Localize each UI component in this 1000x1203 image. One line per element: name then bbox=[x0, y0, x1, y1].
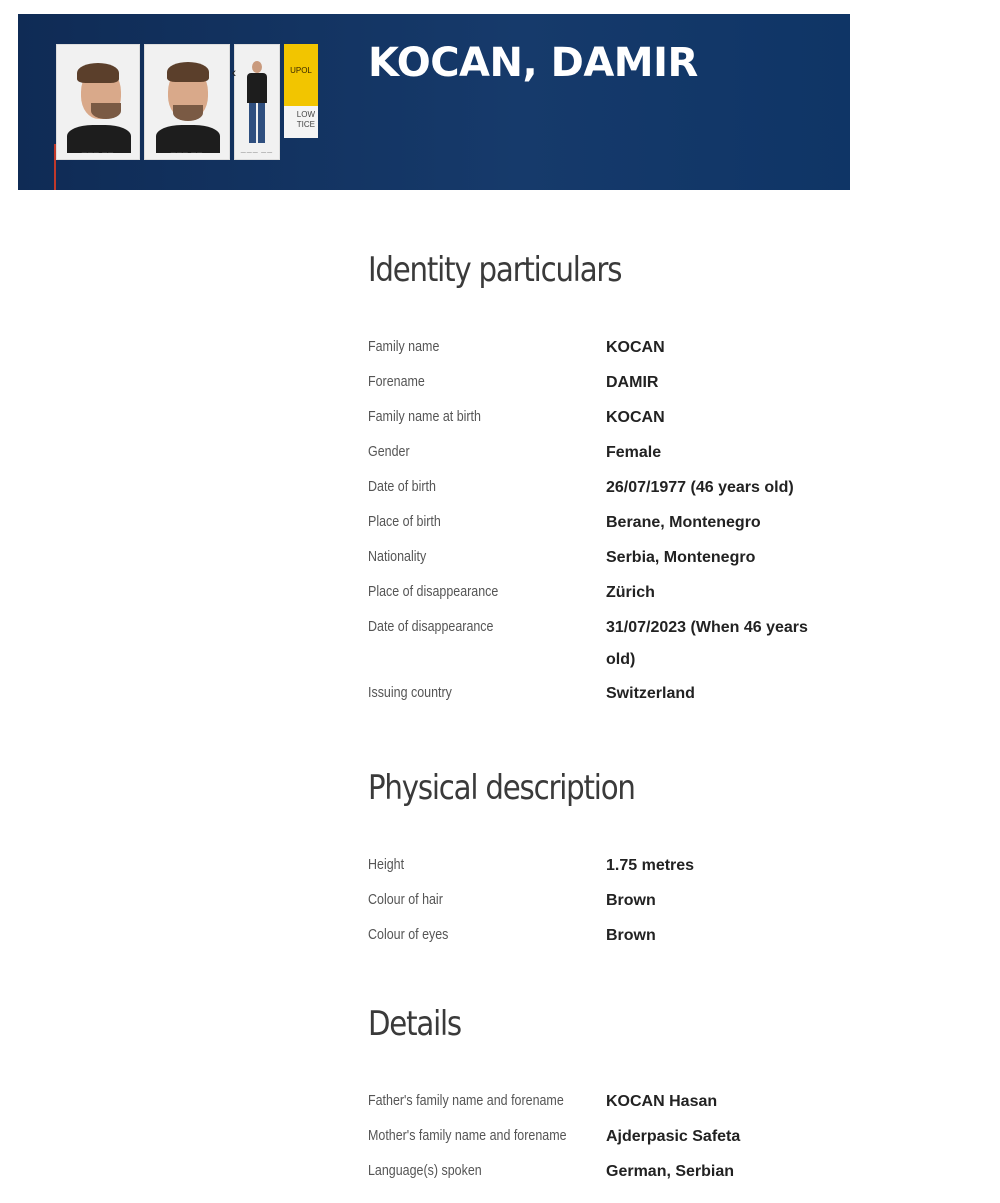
details-heading: Details bbox=[368, 1004, 461, 1044]
identity-row bbox=[368, 610, 836, 676]
identity-row bbox=[368, 470, 836, 505]
subject-leg bbox=[258, 103, 265, 143]
physical-row bbox=[368, 918, 836, 953]
identity-row bbox=[368, 540, 836, 575]
subject-hair bbox=[167, 62, 209, 82]
details-rows bbox=[368, 1084, 836, 1189]
field-label: Height bbox=[368, 857, 405, 873]
field-label: Date of disappearance bbox=[368, 619, 494, 635]
notice-text-bottom: LOW TICE bbox=[296, 110, 315, 129]
field-value: KOCAN bbox=[606, 339, 665, 356]
notice-label bbox=[284, 106, 318, 138]
field-label: Family name bbox=[368, 339, 440, 355]
field-value: Switzerland bbox=[606, 685, 695, 702]
notice-text-top: UPOL bbox=[290, 66, 312, 75]
photo-caption: ——— —— bbox=[170, 150, 204, 156]
photo-full-body[interactable] bbox=[234, 44, 280, 160]
photo-gallery[interactable] bbox=[56, 44, 318, 160]
field-label: Issuing country bbox=[368, 685, 452, 701]
field-label: Nationality bbox=[368, 549, 427, 565]
physical-row bbox=[368, 848, 836, 883]
field-value: Brown bbox=[606, 927, 656, 944]
field-value: Ajderpasic Safeta bbox=[606, 1128, 741, 1145]
field-value: KOCAN Hasan bbox=[606, 1093, 718, 1110]
identity-heading: Identity particulars bbox=[368, 250, 622, 290]
field-value: 26/07/1977 (46 years old) bbox=[606, 479, 794, 496]
photo-caption: ——— —— bbox=[240, 150, 274, 156]
field-label: Father's family name and forename bbox=[368, 1093, 564, 1109]
field-value: DAMIR bbox=[606, 374, 659, 391]
subject-torso bbox=[247, 73, 267, 103]
physical-rows bbox=[368, 848, 836, 953]
field-value: KOCAN bbox=[606, 409, 665, 426]
identity-row bbox=[368, 330, 836, 365]
details-row bbox=[368, 1119, 836, 1154]
field-label: Family name at birth bbox=[368, 409, 481, 425]
identity-row bbox=[368, 400, 836, 435]
subject-beard bbox=[91, 103, 121, 119]
subject-leg bbox=[249, 103, 256, 143]
field-value: Brown bbox=[606, 892, 656, 909]
photo-frontal[interactable] bbox=[144, 44, 230, 160]
field-value: 1.75 metres bbox=[606, 857, 695, 874]
identity-row bbox=[368, 676, 836, 711]
field-label: Place of disappearance bbox=[368, 584, 499, 600]
photo-profile[interactable] bbox=[56, 44, 140, 160]
field-value: Serbia, Montenegro bbox=[606, 549, 756, 566]
physical-section bbox=[368, 768, 836, 953]
field-label: Place of birth bbox=[368, 514, 441, 530]
chevron-left-icon[interactable]: ‹ bbox=[231, 64, 237, 80]
subject-torso bbox=[156, 125, 220, 153]
field-label: Language(s) spoken bbox=[368, 1163, 482, 1179]
subject-head bbox=[252, 61, 262, 73]
subject-beard bbox=[173, 105, 203, 121]
photo-caption: ——— —— bbox=[81, 150, 115, 156]
identity-row bbox=[368, 365, 836, 400]
field-value: Berane, Montenegro bbox=[606, 514, 761, 531]
field-value: Zürich bbox=[606, 584, 655, 601]
identity-row bbox=[368, 505, 836, 540]
header-banner bbox=[18, 14, 850, 190]
identity-row bbox=[368, 575, 836, 610]
field-value: Female bbox=[606, 444, 662, 461]
details-section bbox=[368, 1004, 836, 1189]
details-row bbox=[368, 1154, 836, 1189]
identity-section bbox=[368, 250, 836, 711]
field-value: German, Serbian bbox=[606, 1163, 735, 1180]
physical-heading: Physical description bbox=[368, 768, 635, 808]
field-label: Mother's family name and forename bbox=[368, 1128, 567, 1144]
person-name: KOCAN, DAMIR bbox=[368, 40, 698, 86]
field-label: Colour of eyes bbox=[368, 927, 449, 943]
identity-rows bbox=[368, 330, 836, 711]
field-label: Colour of hair bbox=[368, 892, 443, 908]
details-row bbox=[368, 1084, 836, 1119]
field-label: Date of birth bbox=[368, 479, 436, 495]
field-label: Gender bbox=[368, 444, 410, 460]
field-value: 31/07/2023 (When 46 years old) bbox=[606, 619, 808, 668]
identity-row bbox=[368, 435, 836, 470]
subject-torso bbox=[67, 125, 131, 153]
field-label: Forename bbox=[368, 374, 425, 390]
physical-row bbox=[368, 883, 836, 918]
subject-hair bbox=[77, 63, 119, 83]
